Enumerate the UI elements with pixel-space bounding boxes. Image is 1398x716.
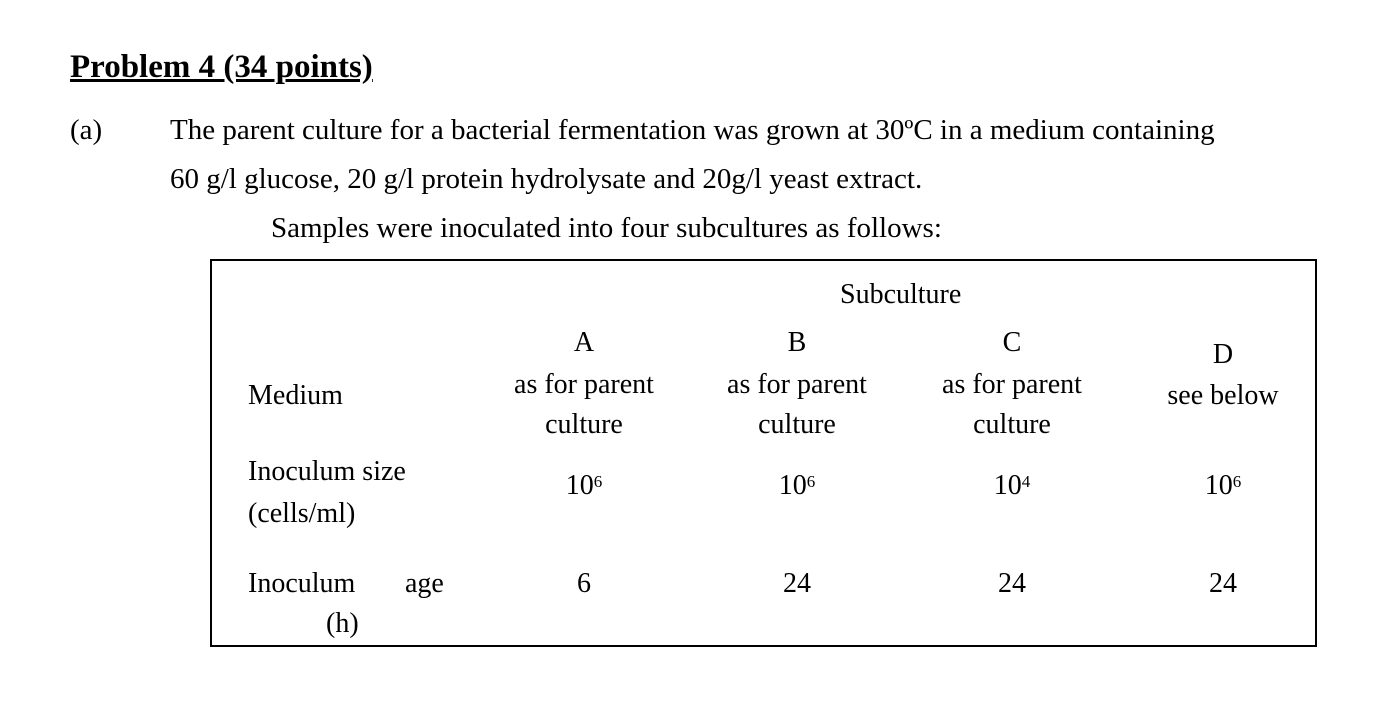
column-letter-b: B — [787, 327, 807, 358]
inoculum-age-a: 6 — [577, 568, 591, 599]
paragraph-line-3: Samples were inoculated into four subcultures as follows: — [271, 212, 942, 244]
paragraph-line-1: The parent culture for a bacterial fermentation was grown at 30ºC in a medium containing — [170, 114, 1215, 146]
row-label-inoculum-size: Inoculum size — [248, 456, 406, 487]
medium-a-line2: culture — [545, 409, 623, 440]
row-label-inoculum-age-word1: Inoculum — [248, 568, 356, 599]
medium-c-line1: as for parent — [942, 369, 1082, 400]
inoculum-size-c: $10^4$ — [993, 470, 1031, 501]
inoculum-size-b: $10^6$ — [778, 470, 816, 501]
row-label-medium: Medium — [248, 380, 343, 411]
row-label-inoculum-age-unit: (h) — [326, 608, 359, 639]
subculture-table — [210, 259, 1317, 647]
inoculum-age-b: 24 — [783, 568, 811, 599]
medium-d: see below — [1167, 380, 1279, 411]
medium-c-line2: culture — [973, 409, 1051, 440]
inoculum-age-c: 24 — [998, 568, 1026, 599]
inoculum-age-d: 24 — [1209, 568, 1237, 599]
column-letter-a: A — [573, 327, 595, 358]
row-label-inoculum-size-unit: (cells/ml) — [248, 498, 356, 529]
problem-title: Problem 4 (34 points) — [70, 49, 373, 85]
part-label: (a) — [70, 114, 103, 146]
medium-b-line1: as for parent — [727, 369, 867, 400]
inoculum-size-a: $10^6$ — [565, 470, 603, 501]
column-letter-c: C — [1002, 327, 1022, 358]
medium-a-line1: as for parent — [514, 369, 654, 400]
column-letter-d: D — [1212, 339, 1234, 370]
inoculum-size-d: $10^6$ — [1204, 470, 1242, 501]
medium-b-line2: culture — [758, 409, 836, 440]
row-label-inoculum-age-word2: age — [405, 568, 444, 599]
paragraph-line-2: 60 g/l glucose, 20 g/l protein hydrolysate and 20g/l yeast extract. — [170, 163, 923, 195]
table-header-subculture: Subculture — [840, 279, 962, 310]
